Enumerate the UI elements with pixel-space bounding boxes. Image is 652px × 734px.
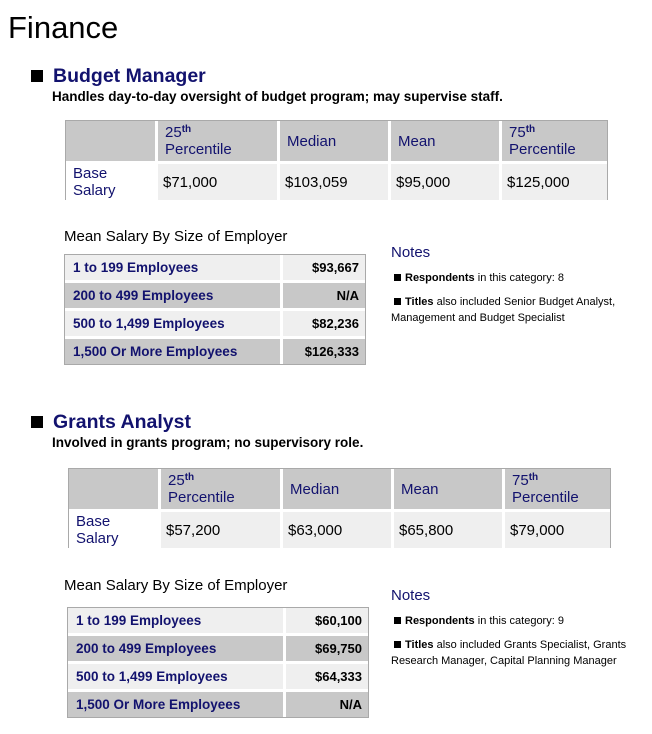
size-value: $126,333 <box>283 336 365 364</box>
square-bullet-icon <box>394 641 401 648</box>
size-label: 1,500 Or More Employees <box>65 336 283 364</box>
header-mean <box>388 121 499 161</box>
notes <box>391 244 631 326</box>
note-text: also included Senior Budget Analyst, Management and Budget Specialist <box>391 296 616 324</box>
base-salary-row <box>69 509 610 548</box>
size-table-heading: Mean Salary By Size of Employer <box>64 577 288 594</box>
job-section-grants-analyst <box>0 410 652 720</box>
header-sub: Percentile <box>509 141 576 158</box>
row-label-base-salary <box>66 161 155 200</box>
job-description: Involved in grants program; no supervisory role. <box>52 435 364 450</box>
job-description: Handles day-to-day oversight of budget program; may supervise staff. <box>52 89 503 104</box>
size-row <box>68 633 368 661</box>
value-75th: $79,000 <box>502 509 610 548</box>
size-row <box>65 280 365 308</box>
size-row <box>68 608 368 633</box>
size-row <box>65 255 365 280</box>
job-heading <box>31 410 191 434</box>
header-25th-percentile <box>158 469 280 509</box>
header-sup: th <box>525 124 536 135</box>
header-sup: th <box>181 124 192 135</box>
value-median: $103,059 <box>277 161 388 200</box>
note-titles <box>391 294 631 326</box>
size-label: 500 to 1,499 Employees <box>65 308 283 336</box>
note-text: in this category: 9 <box>474 615 564 627</box>
header-main: Mean <box>401 480 439 498</box>
note-text: in this category: 8 <box>474 272 564 284</box>
square-bullet-icon <box>394 274 401 281</box>
note-bold: Titles <box>405 296 434 308</box>
size-value: $69,750 <box>286 633 368 661</box>
size-label: 1 to 199 Employees <box>65 255 283 280</box>
size-label: 1,500 Or More Employees <box>68 689 286 717</box>
size-row <box>65 336 365 364</box>
header-25th-percentile <box>155 121 277 161</box>
header-sup: th <box>528 472 539 483</box>
row-label-line1: Base <box>73 165 108 182</box>
header-main: Mean <box>398 132 436 150</box>
job-title: Budget Manager <box>53 65 206 87</box>
header-main: 75 <box>509 124 526 141</box>
page-title: Finance <box>8 10 119 45</box>
size-value: N/A <box>283 280 365 308</box>
header-sup: th <box>184 472 195 483</box>
notes-title: Notes <box>391 244 431 261</box>
row-label-line2: Salary <box>73 182 116 199</box>
size-label: 200 to 499 Employees <box>68 633 286 661</box>
job-section-budget-manager <box>0 64 652 364</box>
value-median: $63,000 <box>280 509 391 548</box>
header-main: Median <box>290 480 340 498</box>
header-sub: Percentile <box>512 489 579 506</box>
header-main: 25 <box>168 472 185 489</box>
size-row <box>68 661 368 689</box>
value-75th: $125,000 <box>499 161 607 200</box>
base-salary-row <box>66 161 607 200</box>
notes-title: Notes <box>391 587 431 604</box>
note-bold: Titles <box>405 639 434 651</box>
header-sub: Percentile <box>165 141 232 158</box>
notes <box>391 587 631 669</box>
row-label-line1: Base <box>76 513 111 530</box>
salary-header-row <box>69 469 610 509</box>
square-bullet-icon <box>31 70 43 82</box>
note-bold: Respondents <box>405 272 475 284</box>
size-of-employer-table <box>64 254 366 365</box>
empty-header-cell <box>69 469 158 509</box>
header-75th-percentile <box>499 121 607 161</box>
header-main: 75 <box>512 472 529 489</box>
note-respondents <box>391 613 631 629</box>
size-label: 200 to 499 Employees <box>65 280 283 308</box>
size-row <box>65 308 365 336</box>
size-value: $93,667 <box>283 255 365 280</box>
square-bullet-icon <box>394 617 401 624</box>
note-titles <box>391 637 631 669</box>
size-value: N/A <box>286 689 368 717</box>
job-heading <box>31 64 206 88</box>
square-bullet-icon <box>394 298 401 305</box>
job-title: Grants Analyst <box>53 411 191 433</box>
row-label-line2: Salary <box>76 530 119 547</box>
square-bullet-icon <box>31 416 43 428</box>
size-row <box>68 689 368 717</box>
header-median <box>277 121 388 161</box>
note-respondents <box>391 270 631 286</box>
salary-table <box>68 468 611 548</box>
header-main: Median <box>287 132 337 150</box>
header-sub: Percentile <box>168 489 235 506</box>
value-25th: $57,200 <box>158 509 280 548</box>
size-value: $82,236 <box>283 308 365 336</box>
size-value: $64,333 <box>286 661 368 689</box>
note-bold: Respondents <box>405 615 475 627</box>
note-text: also included Grants Specialist, Grants Research Manager, Capital Planning Manager <box>391 639 627 667</box>
value-mean: $65,800 <box>391 509 502 548</box>
size-label: 1 to 199 Employees <box>68 608 286 633</box>
salary-table <box>65 120 608 200</box>
row-label-base-salary <box>69 509 158 548</box>
header-median <box>280 469 391 509</box>
salary-header-row <box>66 121 607 161</box>
size-label: 500 to 1,499 Employees <box>68 661 286 689</box>
header-main: 25 <box>165 124 182 141</box>
empty-header-cell <box>66 121 155 161</box>
value-mean: $95,000 <box>388 161 499 200</box>
header-75th-percentile <box>502 469 610 509</box>
size-value: $60,100 <box>286 608 368 633</box>
size-of-employer-table <box>67 607 369 718</box>
header-mean <box>391 469 502 509</box>
value-25th: $71,000 <box>155 161 277 200</box>
size-table-heading: Mean Salary By Size of Employer <box>64 228 288 245</box>
